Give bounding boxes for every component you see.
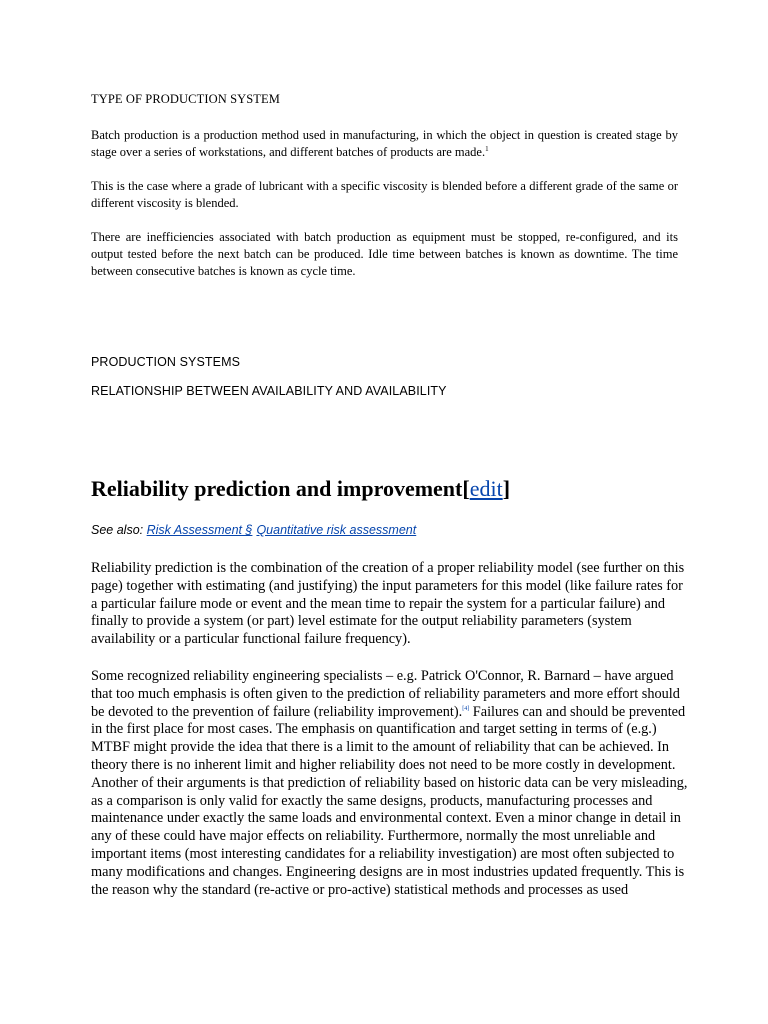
edit-bracket-open: [ [462, 476, 470, 501]
article-heading [91, 476, 510, 502]
paragraph-inefficiencies: There are inefficiencies associated with batch production as equipment must be stopped, re-configured, and its output tested before the next batch can be produced. Idle time between batches is known as downtime. The time between consecutive batches is known as cycle time. [91, 230, 678, 278]
article-title: Reliability prediction and improvement [91, 476, 463, 501]
paragraph-text-part2: Failures can and should be prevented in the first place for most cases. The emphasis on quantification and target setting in terms of (e.g.) MTBF might provide the idea that there is a limit to the amount of reliability that can be achieved. In theory there is no inherent limit and higher reliability does not need to be more costly in development. Another of their arguments is that prediction of reliability based on historic data can be very misleading, as a comparison is only valid for exactly the same designs, products, manufacturing processes and maintenance under exactly the same loads and environmental context. Even a minor change in detail in any of these could have major effects on reliability. Furthermore, normally the most unreliable and important items (most interesting candidates for a reliability investigation) are most often subjected to many modifications and changes. Engineering designs are in most industries updated frequently. This is the reason why the standard (re-active or pro-active) statistical methods and processes as used [91, 703, 688, 898]
heading-relationship: RELATIONSHIP BETWEEN AVAILABILITY AND AVAILABILITY [91, 384, 447, 398]
see-also-link-quantitative-risk-assessment[interactable]: Quantitative risk assessment [256, 523, 417, 537]
heading-production-systems: PRODUCTION SYSTEMS [91, 355, 241, 369]
paragraph-reliability-prediction: Reliability prediction is the combination of the creation of a proper reliability model (see further on this page) together with estimating (and justifying) the input parameters for this model (like failure rates for a particular failure mode or event and the mean time to repair the system for a particular failure) and finally to provide a system (or part) level estimate for the output reliability parameters (system availability or a particular functional failure frequency). [91, 560, 685, 648]
edit-link[interactable]: edit [469, 476, 503, 501]
paragraph-text-part1: Some recognized reliability engineering specialists – e.g. Patrick O'Connor, R. Barnard – have argued that too much emphasis is often given to the prediction of reliability parameters and more effort should be devoted to the prevention of failure (reliability improvement). [91, 668, 680, 720]
citation-link[interactable]: [4] [462, 705, 470, 712]
paragraph-specialists [91, 668, 691, 899]
see-also-link-risk-assessment[interactable]: Risk Assessment § [146, 523, 253, 537]
paragraph-batch-production [91, 127, 678, 161]
see-also-line [91, 523, 416, 537]
see-also-label: See also: [91, 523, 144, 537]
edit-bracket-close: ] [502, 476, 511, 501]
paragraph-lubricant: This is the case where a grade of lubricant with a specific viscosity is blended before a different grade of the same or different viscosity is blended. [91, 179, 678, 210]
footnote-marker: 1 [485, 144, 489, 153]
paragraph-text: Batch production is a production method used in manufacturing, in which the object in question is created stage by stage over a series of workstations, and different batches of products are made. [91, 128, 678, 159]
section-title: TYPE OF PRODUCTION SYSTEM [91, 92, 280, 106]
